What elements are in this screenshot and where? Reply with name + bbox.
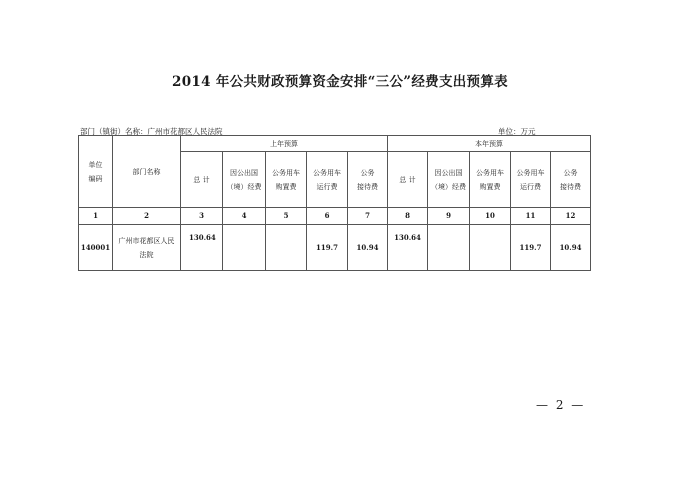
row-this-abroad	[428, 225, 470, 271]
header-prev-car-running: 公务用车 运行费	[307, 152, 348, 208]
col-number: 12	[551, 208, 591, 225]
col-number: 3	[181, 208, 223, 225]
header-unit-code: 单位 编码	[79, 136, 113, 208]
col-number: 11	[511, 208, 551, 225]
column-number-row	[79, 208, 591, 225]
row-this-total: 130.64	[388, 225, 428, 271]
col-number: 7	[348, 208, 388, 225]
header-prev-car-purchase: 公务用车 购置费	[266, 152, 307, 208]
col-number: 2	[113, 208, 181, 225]
row-this-car-running: 119.7	[511, 225, 551, 271]
col-number: 8	[388, 208, 428, 225]
table-row	[79, 225, 591, 271]
header-this-abroad: 因公出国 （境）经费	[428, 152, 470, 208]
col-number: 9	[428, 208, 470, 225]
row-this-reception: 10.94	[551, 225, 591, 271]
header-prev-total: 总 计	[181, 152, 223, 208]
header-this-reception: 公务 接待费	[551, 152, 591, 208]
document-title: 2014 年公共财政预算资金安排“三公”经费支出预算表	[172, 74, 508, 90]
page-number: — 2 —	[536, 398, 586, 412]
header-dept-name: 部门名称	[113, 136, 181, 208]
header-prev-reception: 公务 接待费	[348, 152, 388, 208]
row-dept-name: 广州市花都区人民 法院	[113, 225, 181, 271]
col-number: 10	[470, 208, 511, 225]
col-number: 1	[79, 208, 113, 225]
col-number: 4	[223, 208, 266, 225]
header-this-car-purchase: 公务用车 购置费	[470, 152, 511, 208]
col-number: 5	[266, 208, 307, 225]
budget-table	[78, 135, 591, 271]
row-prev-car-running: 119.7	[307, 225, 348, 271]
row-prev-total: 130.64	[181, 225, 223, 271]
header-prev-year: 上年预算	[181, 136, 388, 152]
header-prev-abroad: 因公出国 （境）经费	[223, 152, 266, 208]
header-this-total: 总 计	[388, 152, 428, 208]
header-this-year: 本年预算	[388, 136, 591, 152]
row-this-car-purchase	[470, 225, 511, 271]
row-prev-abroad	[223, 225, 266, 271]
department-label: 部门（镇街）名称：广州市花都区人民法院	[80, 127, 223, 136]
row-prev-reception: 10.94	[348, 225, 388, 271]
row-unit-code: 140001	[79, 225, 113, 271]
unit-label: 单位：万元	[498, 127, 536, 136]
row-prev-car-purchase	[266, 225, 307, 271]
col-number: 6	[307, 208, 348, 225]
header-this-car-running: 公务用车 运行费	[511, 152, 551, 208]
header-row-1	[79, 136, 591, 152]
